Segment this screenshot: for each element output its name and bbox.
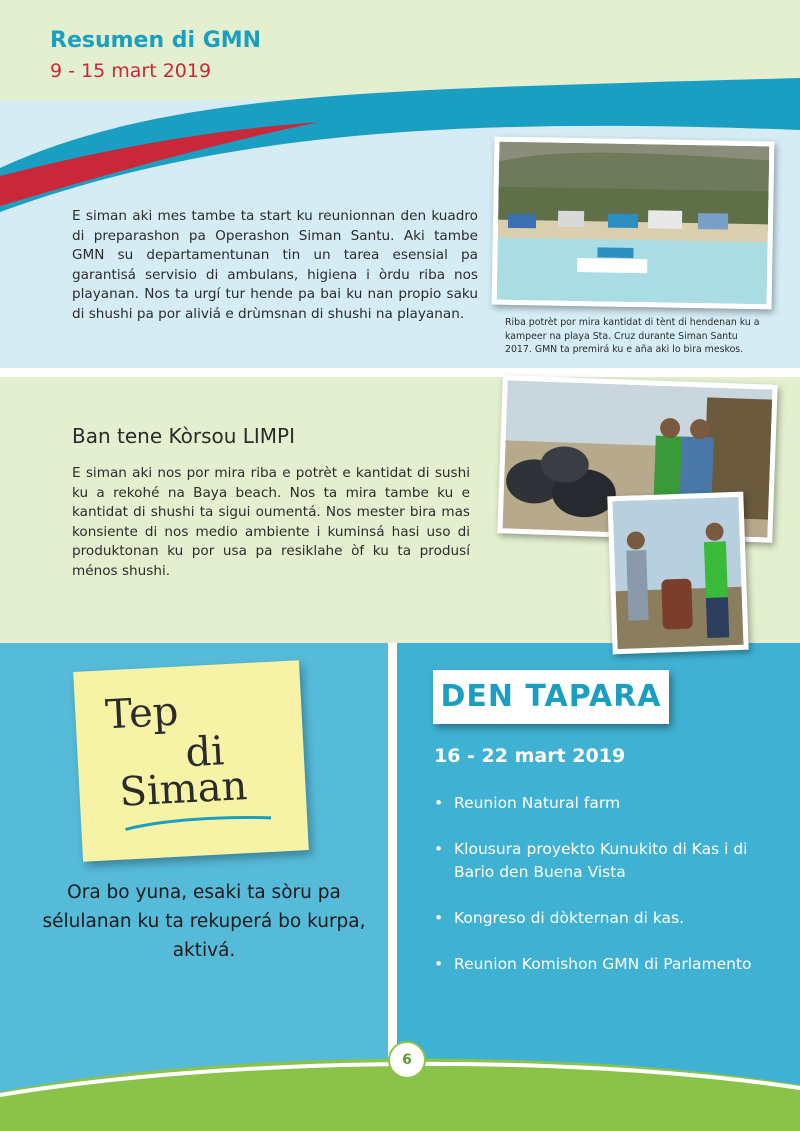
- tep-underline: [123, 812, 274, 834]
- workers-photo: [607, 492, 748, 655]
- beach-photo: [492, 137, 775, 310]
- tep-sticky-note: [73, 660, 309, 862]
- beach-photo-caption: Riba potrèt por mira kantidat di tènt di hendenan ku a kampeer na playa Sta. Cruz durante Siman Santu 2017. GMN ta premirá ku e aña aki lo bira meskos.: [505, 317, 760, 355]
- tep-title-tep: Tep: [104, 688, 180, 739]
- list-item: • Reunion Natural farm: [432, 792, 777, 815]
- section2-body: E siman aki nos por mira riba e potrèt e kantidat di sushi ku a rekohé na Baya beach. Nos ta mira tambe ku e kantidat di shushi ta sigui oumentá. Nos mester bira mas konsiente di nos medio ambiente i kuminsá hasi uso di produktonan ku por usa pa resiklahe òf ku ta produsí ménos shushi.: [72, 465, 470, 579]
- den-tapara-title: DEN TAPARA: [440, 679, 662, 714]
- list-item: • Kongreso di dòkternan di kas.: [432, 907, 777, 930]
- section2-title: Ban tene Kòrsou LIMPI: [72, 424, 296, 448]
- tep-text: Ora bo yuna, esaki ta sòru pa sélulanan ku ta rekuperá bo kurpa, aktivá.: [42, 882, 366, 961]
- tep-title-siman: Siman: [118, 763, 249, 816]
- tep-title-di: di: [184, 728, 226, 777]
- header-date: 9 - 15 mart 2019: [50, 60, 212, 82]
- page-number: 6: [388, 1041, 426, 1079]
- den-tapara-box: [433, 670, 669, 724]
- section1-body: E siman aki mes tambe ta start ku reunionnan den kuadro di preparashon pa Operashon Siman Santu. Aki tambe GMN su departamentunan tin un tarea esensial pa garantisá servisio di ambulans, higiena i òrdu riba nos playanan. Nos ta urgí tur hende pa bai ku nan propio saku di shushi pa por aliviá e drùmsnan di shushi na playanan.: [72, 208, 478, 322]
- header-title: Resumen di GMN: [50, 28, 262, 53]
- den-tapara-list: [432, 792, 777, 999]
- list-item: • Reunion Komishon GMN di Parlamento: [432, 953, 777, 976]
- list-item: • Klousura proyekto Kunukito di Kas i di Bario den Buena Vista: [432, 838, 777, 884]
- den-tapara-date: 16 - 22 mart 2019: [434, 745, 626, 767]
